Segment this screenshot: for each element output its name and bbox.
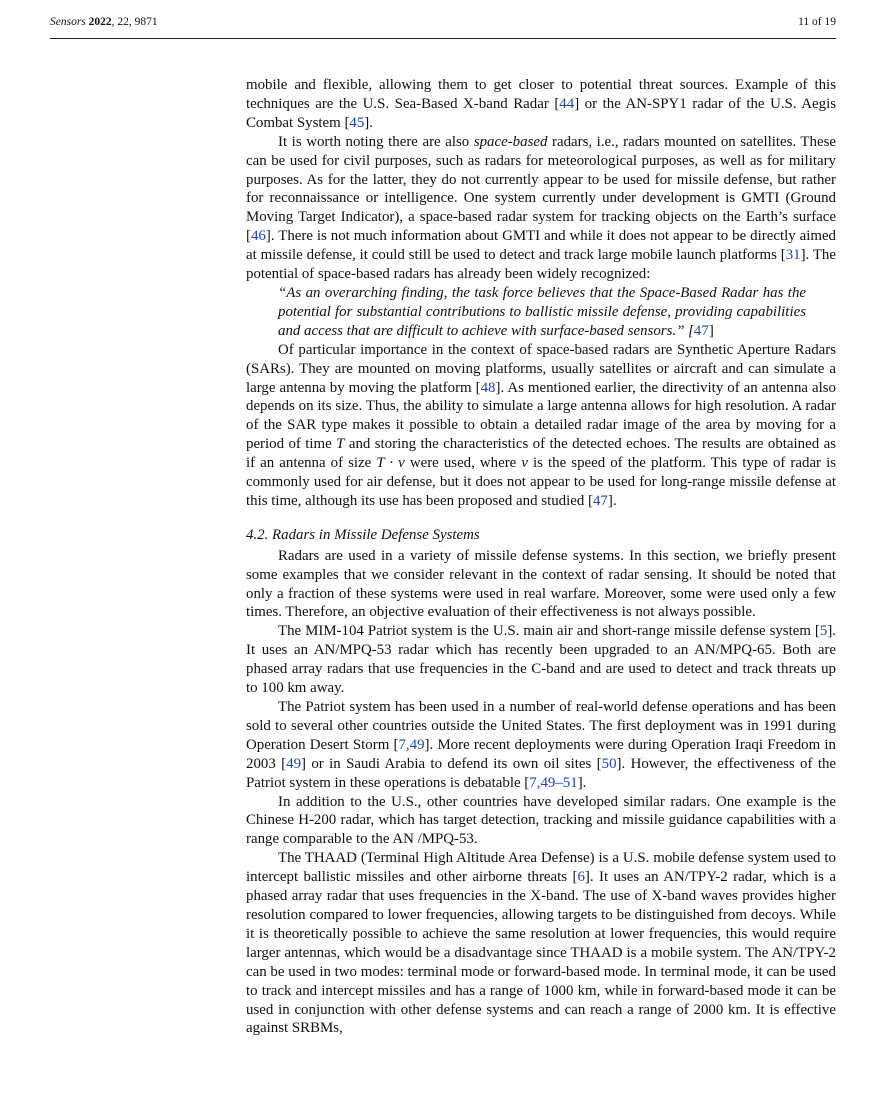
paragraph-4: Radars are used in a variety of missile defense systems. In this section, we briefly present some examples that we consider relevant in the context of radar sensing. It should be noted that only a fraction of these systems were used in real warfare. Moreover, some were used only a few times. Therefore, an objective evaluation of their effectiveness is not always possible.: [246, 547, 836, 621]
paragraph-3: Of particular importance in the context of space-based radars are Synthetic Aperture Radars (SARs). They are mounted on moving platforms, usually satellites or aircraft and can simulate a large antenna by moving the platform [48]. As mentioned earlier, the directivity of an antenna also depends on its size. Thus, the ability to simulate a large antenna allows for high resolution. A radar of the SAR type makes it possible to obtain a detailed radar image of the area by moving for a period of time T and storing the characteristics of the detected echoes. The results are obtained as if an antenna of size T · v were used, where v is the speed of the platform. This type of radar is commonly used for air defense, but it does not appear to be used for long-range missile defense at this time, although its use has been proposed and studied [47].: [246, 341, 837, 509]
citation-link[interactable]: 31: [785, 247, 801, 264]
citation-link[interactable]: 7,49: [398, 736, 425, 753]
journal-volume: , 22, 9871: [111, 16, 158, 28]
paragraph-1: mobile and flexible, allowing them to get closer to potential threat sources. Example of this techniques are the U.S. Sea-Based X-band Radar [44] or the AN-SPY1 radar of the U.S. Aegis Combat System [45].: [246, 77, 836, 131]
paragraph-2: It is worth noting there are also space-based radars, i.e., radars mounted on satellites. These can be used for civil purposes, such as radars for meteorological purposes, as well as for military purposes. As for the latter, they do not currently appear to be used for missile defense, but rather for reconnaissance or intelligence. One system currently under development is GMTI (Ground Moving Target Indicator), a space-based radar system for tracking objects on the Earth’s surface [46]. There is not much information about GMTI and while it does not appear to be directly aimed at missile defense, it could still be used to detect and track large mobile launch platforms [31]. The potential of space-based radars has already been widely recognized:: [246, 133, 836, 283]
journal-year: 2022: [88, 16, 112, 28]
block-quote: “As an overarching finding, the task force believes that the Space-Based Radar has the potential for substantial contributions to ballistic missile defense, providing capabilities and access that are difficult to achieve with surface-based sensors.” [47]: [278, 284, 806, 339]
section-heading: 4.2. Radars in Missile Defense Systems: [246, 526, 480, 543]
paragraph-7: In addition to the U.S., other countries have developed similar radars. One example is the Chinese H-200 radar, which has target detection, tracking and missile guidance capabilities with a range comparable to the AN /MPQ-53.: [246, 793, 836, 848]
citation-link[interactable]: 45: [349, 114, 365, 131]
page-header: [50, 14, 836, 39]
journal-citation: [50, 16, 158, 28]
citation-link[interactable]: 44: [559, 95, 575, 112]
citation-link[interactable]: 47: [592, 492, 608, 509]
citation-link[interactable]: 46: [250, 228, 266, 245]
article-body: [246, 76, 836, 1038]
citation-link[interactable]: 50: [601, 755, 617, 772]
page-number: 11 of 19: [798, 16, 836, 28]
citation-link[interactable]: 48: [480, 379, 496, 396]
citation-link[interactable]: 49: [286, 755, 302, 772]
paragraph-5: The MIM-104 Patriot system is the U.S. main air and short-range missile defense system [5]. It uses an AN/MPQ-53 radar which has recently been upgraded to an AN/MPQ-65. Both are phased array radars that use frequencies in the C-band and are used to detect and track threats up to 100 km away.: [246, 623, 836, 697]
paragraph-8: The THAAD (Terminal High Altitude Area Defense) is a U.S. mobile defense system used to intercept ballistic missiles and other airborne threats [6]. It uses an AN/TPY-2 radar, which is a phased array radar that uses frequencies in the X-band. The use of X-band waves provides higher resolution compared to lower frequencies, allowing targets to be distinguished from decoys. While it is theoretically possible to achieve the same resolution at lower frequencies, this would require larger antennas, which would be a disadvantage since THAAD is a mobile system. The AN/TPY-2 can be used in two modes: terminal mode or forward-based mode. In terminal mode, it can be used to track and intercept missiles and has a range of 1000 km, while in forward-based mode it can be used in conjunction with other defense systems and can reach a range of 2000 km. It is effective against SRBMs,: [246, 850, 836, 1037]
citation-link[interactable]: 5: [819, 623, 828, 640]
paragraph-6: The Patriot system has been used in a number of real-world defense operations and has been sold to several other countries outside the United States. The first deployment was in 1991 during Operation Desert Storm [7,49]. More recent deployments were during Operation Iraqi Freedom in 2003 [49] or in Saudi Arabia to defend its own oil sites [50]. However, the effectiveness of the Patriot system in these operations is debatable [7,49–51].: [246, 699, 837, 791]
journal-name: Sensors: [50, 16, 86, 28]
citation-link[interactable]: 47: [693, 322, 709, 339]
citation-link[interactable]: 6: [577, 869, 585, 886]
citation-link[interactable]: 7,49–51: [529, 774, 578, 791]
